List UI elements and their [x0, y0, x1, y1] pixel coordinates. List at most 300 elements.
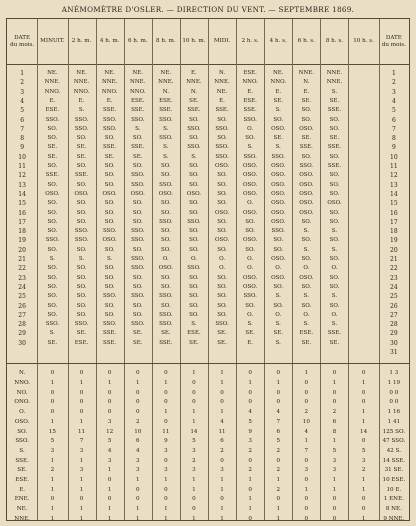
- summary-count: 0: [50, 399, 55, 406]
- wind-direction-cell: OSO.: [130, 190, 145, 197]
- summary-count: 0: [304, 506, 309, 513]
- wind-direction-cell: [37, 348, 67, 357]
- wind-direction-cell: SO.: [245, 246, 255, 253]
- wind-direction-cell: SE.: [217, 330, 227, 337]
- summary-count: 1: [361, 380, 366, 386]
- wind-direction-cell: SO.: [160, 200, 171, 207]
- wind-direction-cell: SE.: [329, 339, 340, 346]
- summary-count: 1: [361, 409, 366, 416]
- wind-direction-cell: SO.: [47, 181, 58, 188]
- wind-direction-cell: SSE.: [103, 330, 117, 337]
- summary-count: 0: [220, 389, 224, 396]
- wind-direction-cell: SE.: [132, 330, 143, 337]
- header-cell: 4 h. s.: [264, 19, 292, 65]
- wind-direction-cell: O.: [219, 265, 226, 272]
- summary-count: 0: [79, 399, 84, 406]
- summary-count: 1: [304, 438, 309, 445]
- summary-count: 5: [276, 438, 281, 445]
- summary-count: 1: [50, 506, 55, 513]
- summary-count: 1: [361, 486, 366, 493]
- wind-direction-cell: SE.: [273, 97, 283, 104]
- summary-count: 1: [361, 515, 366, 522]
- wind-direction-cell: SO.: [104, 311, 115, 318]
- day-number: 13: [18, 181, 26, 189]
- day-number: 22: [18, 265, 26, 273]
- summary-count: 1: [248, 380, 252, 386]
- day-number: 5: [391, 107, 396, 115]
- day-number: 30: [390, 339, 398, 347]
- summary-count: 1: [220, 370, 224, 377]
- wind-direction-cell: SO.: [273, 116, 284, 123]
- wind-direction-cell: SE.: [189, 97, 199, 104]
- summary-count: 0: [107, 370, 112, 377]
- wind-direction-cell: E.: [106, 97, 113, 104]
- wind-direction-cell: SO.: [47, 200, 58, 207]
- summary-count: 1: [192, 409, 196, 416]
- summary-count: 1: [192, 515, 196, 522]
- summary-count: 4: [220, 418, 224, 425]
- wind-direction-cell: E.: [275, 88, 282, 95]
- wind-direction-cell: OSO.: [243, 237, 258, 244]
- wind-direction-cell: OSO.: [214, 209, 230, 216]
- wind-direction-cell: SSO.: [187, 144, 201, 151]
- wind-direction-cell: [348, 116, 378, 125]
- day-number: 12: [18, 172, 26, 180]
- summary-direction-label: ENE.: [14, 496, 30, 503]
- wind-direction-cell: [348, 162, 378, 171]
- wind-direction-cell: ESE.: [159, 97, 173, 104]
- wind-direction-cell: OSO.: [243, 172, 258, 179]
- summary-count: 1: [248, 496, 252, 503]
- wind-direction-cell: SO.: [329, 125, 340, 132]
- summary-count: 1: [50, 515, 55, 522]
- wind-direction-cell: NNE.: [298, 70, 315, 76]
- day-number: 20: [390, 246, 398, 254]
- summary-count: 0: [304, 496, 309, 503]
- wind-direction-cell: O.: [247, 256, 254, 262]
- summary-count: 1: [220, 515, 224, 522]
- wind-direction-cell: SO.: [132, 274, 143, 281]
- wind-direction-cell: [152, 348, 180, 357]
- wind-direction-cell: SSE.: [327, 144, 342, 151]
- wind-direction-cell: SSO.: [45, 116, 60, 123]
- summary-count: 8: [332, 428, 337, 435]
- wind-direction-cell: N.: [190, 88, 198, 95]
- day-number: 1: [391, 70, 396, 77]
- wind-direction-cell: SO.: [301, 116, 312, 123]
- day-number: 13: [390, 181, 398, 189]
- wind-direction-cell: SO.: [329, 153, 340, 160]
- summary-count: 1: [192, 486, 196, 493]
- wind-direction-cell: SSO.: [131, 293, 145, 300]
- summary-count: 0: [50, 389, 55, 396]
- wind-direction-cell: SSO.: [243, 116, 257, 123]
- summary-direction-label: ESE.: [15, 477, 30, 483]
- wind-direction-cell: SSE.: [327, 163, 342, 169]
- wind-direction-cell: SO.: [189, 228, 199, 235]
- summary-count: 11: [162, 428, 170, 435]
- wind-direction-cell: SO.: [217, 311, 227, 318]
- wind-direction-cell: SO.: [104, 163, 115, 169]
- wind-direction-cell: SE.: [189, 339, 199, 346]
- day-number: 10: [18, 153, 26, 161]
- summary-count: 0: [304, 477, 309, 483]
- wind-direction-cell: SO.: [217, 135, 227, 142]
- wind-direction-cell: SSO.: [215, 321, 229, 328]
- summary-count: 5: [248, 418, 252, 425]
- wind-direction-cell: O.: [303, 265, 310, 272]
- wind-direction-cell: SSO.: [102, 293, 117, 300]
- summary-count: 2: [50, 467, 55, 474]
- wind-direction-cell: NNE.: [326, 79, 343, 86]
- summary-count: 2: [248, 447, 252, 454]
- summary-total: 8 NE.: [385, 506, 402, 513]
- wind-direction-cell: SO.: [189, 116, 199, 123]
- summary-count: 0: [50, 370, 55, 377]
- wind-direction-cell: SSE.: [243, 107, 257, 114]
- wind-direction-cell: SE.: [47, 153, 58, 160]
- wind-direction-cell: [180, 348, 208, 357]
- wind-direction-cell: SO.: [104, 135, 115, 142]
- wind-direction-cell: SO.: [47, 283, 58, 290]
- wind-direction-cell: S.: [49, 256, 56, 262]
- wind-direction-cell: [348, 125, 378, 134]
- summary-count: 5: [361, 447, 366, 454]
- day-number: 4: [391, 97, 396, 105]
- wind-direction-cell: SSO.: [131, 256, 145, 262]
- summary-direction-label: SSO.: [15, 438, 29, 445]
- wind-direction-cell: SE.: [104, 153, 115, 160]
- wind-direction-cell: SO.: [189, 311, 199, 318]
- wind-direction-cell: SO.: [189, 163, 199, 169]
- wind-direction-cell: SSO.: [215, 125, 229, 132]
- wind-direction-cell: SSE.: [103, 107, 117, 114]
- summary-count: 0: [248, 370, 252, 377]
- summary-count: 1: [135, 506, 140, 513]
- wind-direction-cell: SO.: [245, 228, 255, 235]
- wind-direction-cell: SO.: [160, 246, 171, 253]
- summary-direction-label: NE.: [16, 506, 28, 513]
- summary-count: 6: [220, 438, 224, 445]
- wind-direction-cell: SE.: [132, 153, 143, 160]
- wind-direction-cell: SSO.: [187, 265, 201, 272]
- summary-count: 0: [304, 515, 309, 522]
- wind-direction-cell: SO.: [189, 274, 199, 281]
- wind-direction-cell: NNE.: [158, 79, 174, 86]
- wind-direction-cell: SE.: [301, 135, 312, 142]
- wind-direction-cell: SO.: [189, 237, 199, 244]
- summary-count: 4: [135, 447, 140, 454]
- wind-direction-cell: SO.: [104, 265, 115, 272]
- wind-direction-cell: [348, 209, 378, 218]
- summary-count: 1: [276, 506, 281, 513]
- summary-count: 0: [361, 506, 366, 513]
- wind-direction-cell: OSO.: [214, 237, 230, 244]
- day-number: 7: [20, 125, 25, 133]
- wind-direction-cell: SSO.: [102, 321, 117, 328]
- day-number: 8: [20, 135, 25, 143]
- wind-direction-cell: [348, 190, 378, 199]
- summary-count: 1: [248, 477, 252, 483]
- summary-count: 1: [276, 477, 281, 483]
- summary-count: 0: [276, 389, 281, 396]
- summary-count: 1: [220, 380, 224, 386]
- summary-count: 0: [79, 370, 84, 377]
- summary-total: 14 SSE.: [382, 457, 406, 464]
- summary-count: 1: [50, 418, 55, 425]
- wind-direction-cell: SSO.: [74, 125, 89, 132]
- summary-count: 1: [79, 477, 84, 483]
- wind-direction-cell: SO.: [273, 237, 284, 244]
- wind-direction-cell: S.: [303, 321, 309, 328]
- day-number: 4: [20, 97, 25, 105]
- wind-direction-cell: OSO.: [271, 256, 286, 262]
- summary-count: 0: [135, 389, 140, 396]
- wind-direction-cell: SO.: [245, 135, 255, 142]
- wind-direction-cell: SSO.: [271, 153, 285, 160]
- wind-direction-cell: NNE.: [186, 79, 202, 86]
- summary-count: 0: [135, 399, 140, 406]
- day-number: 15: [390, 200, 398, 208]
- wind-direction-cell: NE.: [272, 70, 284, 76]
- wind-direction-cell: OSO.: [271, 163, 286, 169]
- wind-direction-cell: [348, 143, 378, 152]
- summary-count: 2: [361, 467, 366, 474]
- summary-count: 0: [164, 418, 168, 425]
- wind-direction-cell: OSO.: [271, 181, 286, 188]
- day-number: 21: [18, 256, 26, 263]
- day-number: 18: [18, 228, 26, 236]
- wind-direction-cell: SO.: [132, 200, 143, 207]
- wind-direction-cell: SO.: [132, 302, 143, 309]
- summary-count: 2: [276, 486, 281, 493]
- summary-count: 1: [79, 506, 84, 513]
- wind-direction-cell: S.: [275, 339, 281, 346]
- day-number: 31: [390, 349, 398, 356]
- wind-direction-cell: SO.: [217, 283, 227, 290]
- wind-direction-cell: OSO.: [243, 283, 258, 290]
- wind-direction-cell: SE.: [301, 339, 312, 346]
- summary-count: 3: [135, 457, 140, 464]
- wind-direction-cell: NNE.: [214, 79, 230, 86]
- wind-direction-cell: OSO.: [45, 190, 60, 197]
- wind-direction-cell: SO.: [104, 209, 115, 216]
- summary-count: 5: [50, 438, 55, 445]
- wind-direction-cell: SO.: [104, 218, 115, 225]
- wind-direction-cell: [348, 236, 378, 245]
- summary-count: 2: [304, 409, 309, 416]
- summary-count: 0: [107, 477, 112, 483]
- wind-direction-cell: SSO.: [131, 321, 145, 328]
- summary-direction-label: SE.: [17, 467, 27, 474]
- day-number: 27: [18, 311, 26, 319]
- wind-direction-cell: S.: [49, 330, 56, 337]
- wind-direction-cell: OSO.: [327, 200, 342, 207]
- wind-direction-cell: SO.: [301, 107, 312, 114]
- wind-direction-cell: SSO.: [159, 311, 173, 318]
- wind-direction-cell: NNE.: [130, 79, 146, 86]
- wind-direction-cell: SSE.: [131, 144, 145, 151]
- summary-count: 0: [107, 399, 112, 406]
- summary-count: 1: [332, 438, 337, 445]
- wind-direction-cell: SO.: [217, 116, 227, 123]
- wind-direction-cell: NE.: [47, 70, 58, 76]
- wind-direction-cell: [348, 283, 378, 292]
- header-cell: MINUIT.: [37, 19, 67, 65]
- wind-direction-cell: S.: [191, 321, 197, 328]
- wind-direction-cell: SO.: [301, 218, 312, 225]
- wind-direction-cell: ESE.: [243, 97, 257, 104]
- day-number: 8: [391, 135, 396, 143]
- wind-direction-cell: SO.: [301, 153, 312, 160]
- day-number: 6: [391, 116, 396, 124]
- summary-count: 0: [135, 409, 140, 416]
- summary-count: 3: [107, 457, 112, 464]
- summary-count: 3: [304, 467, 309, 474]
- wind-direction-cell: SO.: [76, 302, 87, 309]
- wind-direction-cell: SO.: [104, 283, 115, 290]
- summary-count: 0: [248, 457, 252, 464]
- summary-count: 0: [79, 389, 84, 396]
- wind-direction-cell: NNE.: [73, 79, 90, 86]
- summary-count: 7: [304, 447, 309, 454]
- summary-count: 3: [248, 438, 252, 445]
- wind-direction-cell: SO.: [132, 163, 143, 169]
- wind-direction-cell: SSO.: [299, 163, 314, 169]
- day-number: 5: [20, 107, 25, 115]
- wind-direction-cell: SSO.: [243, 293, 257, 300]
- wind-direction-cell: SO.: [189, 246, 199, 253]
- header-cell: 2 h. m.: [68, 19, 96, 65]
- wind-direction-cell: SSO.: [102, 228, 117, 235]
- wind-direction-cell: NE.: [104, 70, 115, 76]
- wind-direction-cell: NNO.: [242, 79, 258, 86]
- wind-direction-cell: SO.: [329, 190, 340, 197]
- summary-count: 0: [164, 389, 168, 396]
- summary-count: 3: [79, 447, 84, 454]
- wind-direction-cell: S.: [78, 256, 85, 262]
- wind-direction-cell: OSO.: [271, 190, 286, 197]
- day-number: 9: [20, 144, 25, 152]
- wind-direction-cell: SO.: [245, 218, 255, 225]
- summary-count: 3: [192, 467, 196, 474]
- wind-direction-cell: SO.: [76, 163, 87, 169]
- wind-direction-cell: SO.: [217, 274, 227, 281]
- wind-direction-cell: SO.: [329, 181, 340, 188]
- wind-direction-cell: NNO.: [73, 88, 90, 95]
- wind-direction-cell: SO.: [189, 135, 199, 142]
- wind-direction-cell: SE.: [217, 339, 227, 346]
- wind-direction-cell: [348, 78, 378, 87]
- summary-count: 1: [107, 486, 112, 493]
- wind-direction-cell: SO.: [160, 163, 171, 169]
- summary-count: 0: [192, 380, 196, 386]
- wind-direction-cell: OSO.: [158, 265, 173, 272]
- wind-direction-cell: SSO.: [159, 321, 173, 328]
- wind-direction-cell: NE.: [132, 70, 144, 76]
- wind-direction-cell: SE.: [76, 144, 87, 151]
- wind-direction-cell: [348, 153, 378, 162]
- wind-direction-cell: SSE.: [45, 172, 59, 179]
- summary-count: 3: [192, 447, 196, 454]
- wind-direction-cell: S.: [163, 125, 169, 132]
- wind-direction-cell: [348, 218, 378, 227]
- wind-direction-cell: SSO.: [102, 125, 117, 132]
- summary-count: 1: [276, 380, 281, 386]
- summary-count: 0: [304, 457, 309, 464]
- day-number: 26: [390, 302, 398, 310]
- day-number: 19: [390, 237, 398, 245]
- wind-direction-cell: SO.: [47, 135, 58, 142]
- summary-count: 0: [220, 399, 224, 406]
- summary-count: 1: [79, 486, 84, 493]
- wind-direction-cell: SO.: [47, 125, 58, 132]
- summary-count: 3: [220, 467, 224, 474]
- wind-direction-cell: SO.: [132, 283, 143, 290]
- wind-direction-cell: SO.: [217, 246, 227, 253]
- summary-count: 3: [332, 457, 337, 464]
- day-number: 9: [391, 144, 396, 152]
- summary-count: 1: [135, 477, 140, 483]
- wind-direction-cell: OSO.: [243, 163, 258, 169]
- wind-direction-cell: OSO.: [158, 190, 173, 197]
- wind-direction-cell: OSO.: [271, 209, 286, 216]
- summary-total: 1 3: [389, 370, 399, 377]
- summary-total: 1 ENE.: [383, 496, 404, 503]
- day-number: 29: [390, 330, 398, 338]
- summary-count: 3: [50, 447, 55, 454]
- wind-direction-cell: ESE.: [130, 97, 145, 104]
- wind-direction-cell: SE.: [76, 330, 87, 337]
- wind-direction-cell: OSO.: [102, 237, 117, 244]
- header-cell: 2 h. s.: [236, 19, 264, 65]
- wind-direction-cell: NNO.: [44, 88, 61, 95]
- wind-direction-cell: SO.: [189, 200, 199, 207]
- wind-direction-cell: [320, 348, 348, 357]
- wind-direction-cell: OSO.: [271, 218, 286, 225]
- wind-direction-cell: SSO.: [45, 237, 60, 244]
- wind-direction-cell: SO.: [189, 302, 199, 309]
- wind-direction-cell: SO.: [189, 209, 199, 216]
- wind-direction-cell: O.: [247, 200, 254, 207]
- wind-direction-cell: O.: [303, 311, 310, 318]
- wind-direction-cell: SSE.: [327, 330, 342, 337]
- wind-direction-cell: SO.: [329, 116, 340, 123]
- summary-count: 0: [50, 409, 55, 416]
- wind-direction-cell: SO.: [47, 209, 58, 216]
- summary-count: 14: [190, 428, 198, 435]
- wind-direction-cell: SO.: [132, 218, 143, 225]
- wind-direction-cell: [348, 199, 378, 208]
- summary-count: 1: [332, 486, 337, 493]
- wind-direction-cell: SO.: [76, 181, 87, 188]
- wind-direction-cell: SSO.: [74, 237, 89, 244]
- wind-direction-table: [6, 18, 410, 521]
- wind-direction-cell: SSO.: [243, 153, 257, 160]
- wind-direction-cell: SSO.: [271, 228, 285, 235]
- wind-direction-cell: SO.: [217, 172, 227, 179]
- summary-count: 10: [134, 428, 142, 435]
- wind-direction-cell: SE.: [273, 135, 283, 142]
- summary-count: 11: [78, 428, 86, 435]
- wind-direction-cell: S.: [191, 153, 197, 160]
- summary-total: 9 NNE.: [383, 515, 405, 522]
- wind-direction-cell: SSO.: [159, 181, 173, 188]
- wind-direction-cell: O.: [275, 311, 282, 318]
- wind-direction-cell: SO.: [217, 218, 227, 225]
- header-cell: 6 h. s.: [292, 19, 320, 65]
- wind-direction-cell: S.: [303, 246, 309, 253]
